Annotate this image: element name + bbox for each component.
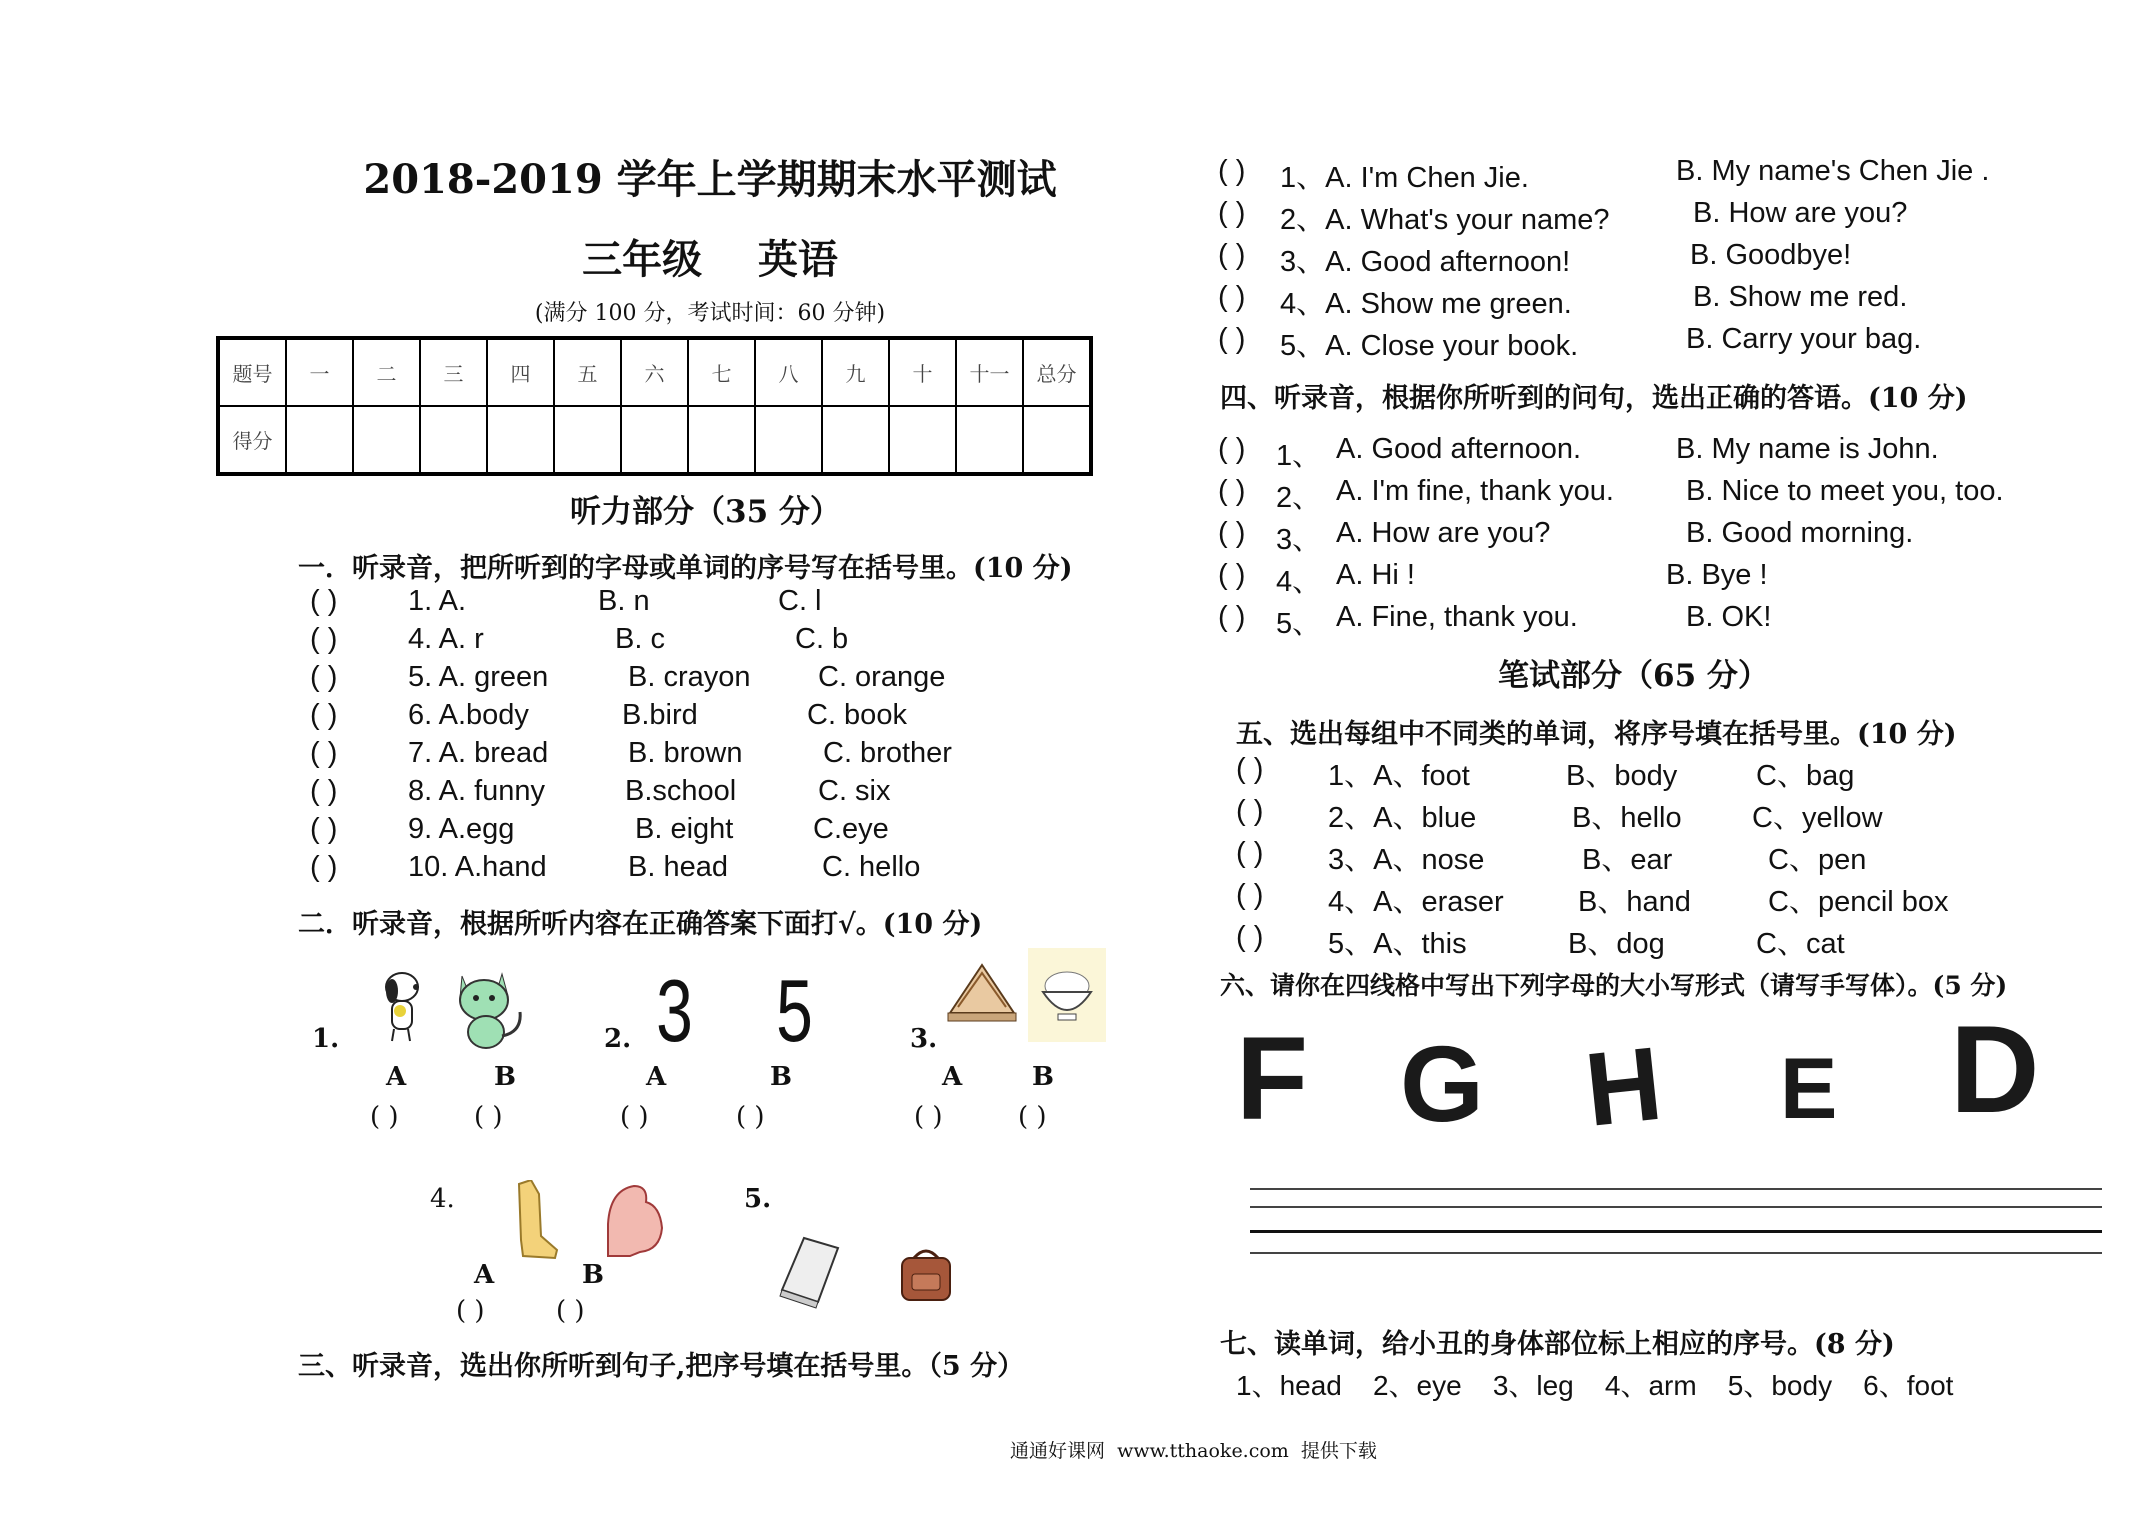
score-cell: 十一 — [956, 338, 1023, 406]
q5-list — [1236, 753, 2056, 963]
answer-blank[interactable]: ( ) — [1218, 155, 1246, 187]
bag-icon — [896, 1244, 956, 1304]
option-a: A. How are you? — [1336, 517, 1551, 549]
option-b-label: B — [494, 1062, 516, 1092]
score-input-cell[interactable] — [420, 406, 487, 474]
option-a: A. Hi ! — [1336, 559, 1415, 591]
score-table-score-row — [218, 406, 1091, 474]
answer-blank[interactable]: ( ) — [370, 1102, 399, 1132]
writing-heading: 笔试部分（65 分） — [1498, 658, 1769, 694]
bread-icon — [944, 955, 1020, 1025]
option-a-label: A — [474, 1260, 495, 1290]
option-b: B. Carry your bag. — [1686, 323, 1922, 355]
answer-blank[interactable]: ( ) — [456, 1296, 485, 1326]
option-a: 1、A. I'm Chen Jie. — [1280, 162, 1529, 194]
answer-blank[interactable]: ( ) — [1236, 795, 1264, 827]
option-a: 1、A、foot — [1328, 760, 1470, 792]
score-cell: 九 — [822, 338, 889, 406]
option-a: 8. A. funny — [408, 775, 546, 807]
answer-blank[interactable]: ( ) — [736, 1102, 765, 1132]
q7-heading: 七、读单词，给小丑的身体部位标上相应的序号。(8 分) — [1220, 1329, 1895, 1360]
q2-group-5-number: 5. — [744, 1184, 772, 1214]
option-c: C. orange — [818, 661, 946, 693]
answer-blank[interactable]: ( ) — [1218, 197, 1246, 229]
item-number: 1、 — [1276, 440, 1322, 472]
option-b: B.school — [625, 775, 737, 807]
q4-heading: 四、听录音，根据你所听到的问句，选出正确的答语。(10 分) — [1220, 383, 1968, 414]
exam-note: (满分 100 分，考试时间：60 分钟) — [534, 301, 886, 326]
option-b: B、hello — [1572, 802, 1682, 834]
q2-group-4-number: 4. — [430, 1184, 455, 1214]
option-a: 6. A.body — [408, 699, 529, 731]
q2-group-1-number: 1. — [312, 1024, 340, 1054]
option-a: 4、A. Show me green. — [1280, 288, 1572, 320]
option-b: B. OK! — [1686, 601, 1772, 633]
score-input-cell[interactable] — [956, 406, 1023, 474]
option-c: C. l — [778, 585, 822, 617]
writing-guideline — [1250, 1206, 2102, 1208]
option-b: B. My name's Chen Jie . — [1676, 155, 1990, 187]
answer-blank[interactable]: ( ) — [310, 699, 338, 731]
answer-blank[interactable]: ( ) — [474, 1102, 503, 1132]
letter-d-icon — [1950, 1001, 2050, 1148]
answer-blank[interactable]: ( ) — [1218, 601, 1246, 633]
option-a: 2、A、blue — [1328, 802, 1477, 834]
letter-h-glyph: H — [1580, 1025, 1668, 1149]
option-b: B.bird — [622, 699, 698, 731]
option-b: B、body — [1566, 760, 1678, 792]
letter-e-glyph: E — [1780, 1041, 1838, 1137]
option-a: 3、A. Good afternoon! — [1280, 246, 1571, 278]
answer-blank[interactable]: ( ) — [1236, 879, 1264, 911]
option-a: 4. A. r — [408, 623, 484, 655]
answer-blank[interactable]: ( ) — [1218, 517, 1246, 549]
q1-heading: 一．听录音，把所听到的字母或单词的序号写在括号里。(10 分) — [298, 553, 1073, 584]
option-c: C.eye — [813, 813, 889, 845]
answer-blank[interactable]: ( ) — [1236, 921, 1264, 953]
score-input-cell[interactable] — [353, 406, 420, 474]
letter-g-glyph: G — [1400, 1023, 1485, 1144]
option-b: B. Show me red. — [1693, 281, 1908, 313]
option-a: A. I'm fine, thank you. — [1336, 475, 1614, 507]
option-b: B. My name is John. — [1676, 433, 1939, 465]
score-input-cell[interactable] — [1023, 406, 1091, 474]
option-c: C. b — [795, 623, 849, 655]
letter-f-glyph: F — [1236, 1013, 1309, 1145]
option-b: B、ear — [1582, 844, 1673, 876]
score-table — [216, 336, 1093, 476]
score-cell: 一 — [286, 338, 353, 406]
score-input-cell[interactable] — [286, 406, 353, 474]
q6-heading: 六、请你在四线格中写出下列字母的大小写形式（请写手写体）。(5 分) — [1220, 971, 2008, 1000]
option-b: B. Nice to meet you, too. — [1686, 475, 2004, 507]
option-a: A. Good afternoon. — [1336, 433, 1582, 465]
option-c: C. book — [807, 699, 907, 731]
page-title: 2018-2019 学年上学期期末水平测试 — [363, 156, 1057, 203]
digit-3-icon: 3 — [656, 961, 693, 1060]
option-a: 3、A、nose — [1328, 844, 1485, 876]
q3-heading: 三、听录音，选出你所听到句子,把序号填在括号里。（5 分） — [298, 1351, 1025, 1382]
score-input-cell[interactable] — [822, 406, 889, 474]
arm-icon — [600, 1180, 672, 1262]
score-cell: 六 — [621, 338, 688, 406]
option-b-label: B — [1032, 1062, 1054, 1092]
option-a: A. Fine, thank you. — [1336, 601, 1578, 633]
score-input-cell[interactable] — [487, 406, 554, 474]
answer-blank[interactable]: ( ) — [556, 1296, 585, 1326]
answer-blank[interactable]: ( ) — [1018, 1102, 1047, 1132]
score-input-cell[interactable] — [621, 406, 688, 474]
score-cell: 三 — [420, 338, 487, 406]
option-a: 4、A、eraser — [1328, 886, 1504, 918]
score-cell: 总分 — [1023, 338, 1091, 406]
item-number: 2、 — [1276, 482, 1322, 514]
page-subtitle: 三年级 英语 — [582, 236, 838, 283]
q7-word-list: 1、head 2、eye 3、leg 4、arm 5、body 6、foot — [1236, 1370, 1954, 1401]
option-b: B. c — [615, 623, 665, 655]
answer-blank[interactable]: ( ) — [310, 661, 338, 693]
option-b: B. head — [628, 851, 728, 883]
score-cell: 得分 — [218, 406, 286, 474]
option-b: B. brown — [628, 737, 743, 769]
option-c: C、cat — [1756, 928, 1845, 960]
letter-h-icon — [1580, 1025, 1686, 1164]
option-c: C. hello — [822, 851, 921, 883]
score-cell: 题号 — [218, 338, 286, 406]
option-c: C. brother — [823, 737, 952, 769]
score-table-header-row — [218, 338, 1091, 406]
answer-blank[interactable]: ( ) — [914, 1102, 943, 1132]
answer-blank[interactable]: ( ) — [1218, 559, 1246, 591]
score-cell: 十 — [889, 338, 956, 406]
option-a: 2、A. What's your name? — [1280, 204, 1610, 236]
q5-heading: 五、选出每组中不同类的单词，将序号填在括号里。(10 分) — [1236, 719, 1957, 750]
letter-d-glyph: D — [1950, 1001, 2040, 1139]
cat-icon — [450, 962, 530, 1052]
option-b: B. How are you? — [1693, 197, 1908, 229]
option-a: 10. A.hand — [408, 851, 547, 883]
item-number: 3、 — [1276, 524, 1322, 556]
writing-guideline — [1250, 1188, 2102, 1190]
option-a: 1. A. — [408, 585, 467, 617]
rice-icon — [1028, 948, 1106, 1042]
snoopy-icon — [370, 965, 430, 1045]
option-a-label: A — [386, 1062, 407, 1092]
option-c: C、bag — [1756, 760, 1855, 792]
option-b-label: B — [582, 1260, 604, 1290]
score-input-cell[interactable] — [688, 406, 755, 474]
writing-guideline — [1250, 1252, 2102, 1254]
option-b-label: B — [770, 1062, 792, 1092]
answer-blank[interactable]: ( ) — [620, 1102, 649, 1132]
option-a: 5、A、this — [1328, 928, 1467, 960]
option-a: 5、A. Close your book. — [1280, 330, 1579, 362]
score-cell: 五 — [554, 338, 621, 406]
letter-g-icon — [1400, 1023, 1500, 1160]
book-icon — [776, 1230, 844, 1310]
q2-group-3-number: 3. — [910, 1024, 938, 1054]
option-c: C、pen — [1768, 844, 1867, 876]
option-c: C. six — [818, 775, 891, 807]
answer-blank[interactable]: ( ) — [310, 851, 338, 883]
answer-blank[interactable]: ( ) — [310, 585, 338, 617]
answer-blank[interactable]: ( ) — [1236, 753, 1264, 785]
q4-list — [1218, 433, 2048, 643]
option-a: 9. A.egg — [408, 813, 515, 845]
option-b: B. eight — [635, 813, 734, 845]
digit-5-icon: 5 — [776, 961, 813, 1060]
answer-blank[interactable]: ( ) — [310, 775, 338, 807]
answer-blank[interactable]: ( ) — [1218, 323, 1246, 355]
letter-e-icon — [1780, 1041, 1860, 1156]
item-number: 4、 — [1276, 566, 1322, 598]
answer-blank[interactable]: ( ) — [1218, 475, 1246, 507]
answer-blank[interactable]: ( ) — [1218, 239, 1246, 271]
score-input-cell[interactable] — [554, 406, 621, 474]
item-number: 5、 — [1276, 608, 1322, 640]
score-cell: 四 — [487, 338, 554, 406]
option-b: B. n — [598, 585, 650, 617]
option-a-label: A — [646, 1062, 667, 1092]
q3-list — [1218, 155, 2048, 365]
option-b: B. Bye ! — [1666, 559, 1768, 591]
option-c: C、pencil box — [1768, 886, 1949, 918]
option-a: 7. A. bread — [408, 737, 549, 769]
option-b: B. Good morning. — [1686, 517, 1914, 549]
letter-f-icon — [1236, 1013, 1336, 1150]
writing-guideline — [1250, 1230, 2102, 1233]
option-b: B、dog — [1568, 928, 1665, 960]
option-b: B、hand — [1578, 886, 1691, 918]
option-a: 5. A. green — [408, 661, 549, 693]
option-b: B. crayon — [628, 661, 751, 693]
q2-group-2-number: 2. — [604, 1024, 632, 1054]
answer-blank[interactable]: ( ) — [1236, 837, 1264, 869]
answer-blank[interactable]: ( ) — [1218, 281, 1246, 313]
q1-list — [310, 585, 1010, 885]
score-input-cell[interactable] — [889, 406, 956, 474]
score-cell: 二 — [353, 338, 420, 406]
footer-credit: 通通好课网 www.tthaoke.com 提供下载 — [1010, 1440, 1377, 1462]
answer-blank[interactable]: ( ) — [310, 813, 338, 845]
score-cell: 八 — [755, 338, 822, 406]
answer-blank[interactable]: ( ) — [310, 623, 338, 655]
listening-heading: 听力部分（35 分） — [570, 494, 841, 530]
option-a-label: A — [942, 1062, 963, 1092]
option-b: B. Goodbye! — [1690, 239, 1852, 271]
option-c: C、yellow — [1752, 802, 1883, 834]
score-input-cell[interactable] — [755, 406, 822, 474]
score-cell: 七 — [688, 338, 755, 406]
q2-heading: 二．听录音，根据所听内容在正确答案下面打√。(10 分) — [298, 909, 983, 940]
answer-blank[interactable]: ( ) — [1218, 433, 1246, 465]
answer-blank[interactable]: ( ) — [310, 737, 338, 769]
leg-icon — [505, 1180, 565, 1262]
